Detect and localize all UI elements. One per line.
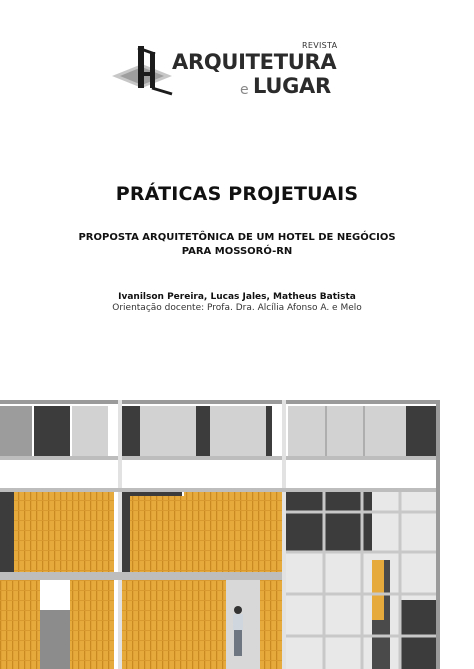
logo-title-lugar: LUGAR	[253, 74, 331, 98]
advisor: Orientação docente: Profa. Dra. Alcília Afonso A. e Melo	[112, 303, 362, 313]
journal-logo	[112, 36, 352, 106]
article-title	[60, 231, 414, 259]
article-title-line-2: PARA MOSSORÓ-RN	[181, 246, 293, 257]
revista-label: REVISTA	[302, 41, 338, 50]
authors: Ivanilson Pereira, Lucas Jales, Matheus Batista	[118, 292, 356, 302]
logo-mark-icon	[112, 42, 176, 100]
article-title-line-1: PROPOSTA ARQUITETÔNICA DE UM HOTEL DE NEGÓCIOS	[78, 232, 396, 243]
facade-illustration	[0, 400, 474, 669]
section-title: PRÁTICAS PROJETUAIS	[115, 183, 359, 205]
logo-title-arquitetura: ARQUITETURA	[172, 50, 337, 74]
logo-title-e: e	[240, 82, 249, 98]
